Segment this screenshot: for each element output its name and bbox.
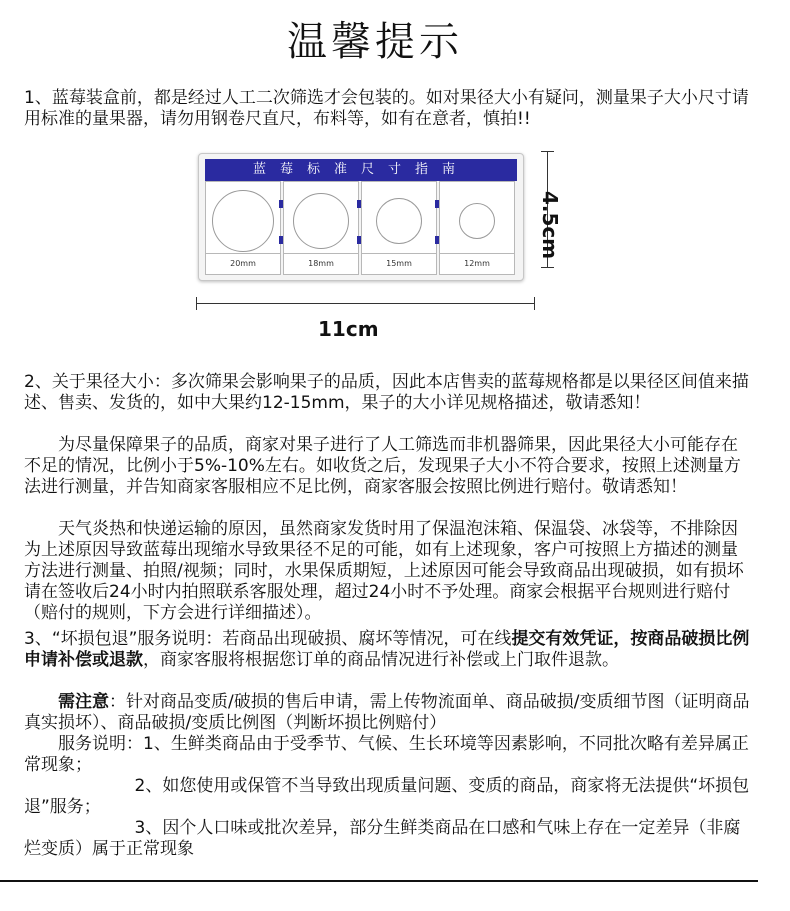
tick-mark	[435, 200, 439, 208]
note-text: ：针对商品变质/破损的售后申请，需上传物流面单、商品破损/变质细节图（证明商品真实损坏）、商品破损/变质比例图（判断坏损比例赔付）	[24, 692, 750, 733]
tick-mark	[279, 236, 283, 244]
tick-mark	[279, 200, 283, 208]
width-dimension-end	[534, 297, 535, 310]
size-cell-12mm	[439, 181, 515, 275]
size-label: 12mm	[440, 253, 514, 274]
section2-screening-note: 为尽量保障果子的品质，商家对果子进行了人工筛选而非机器筛果，因此果径大小可能存在不足的情况，比例小于5%-10%左右。如收货之后，发现果子大小不符合要求，按照上述测量方法进行测量，并告知商家客服相应不足比例，商家客服会按照比例进行赔付。敬请悉知！	[24, 435, 741, 497]
section3-bold-claim: 提交有效凭证，按商品破损比例申请补偿或退款	[24, 629, 750, 670]
size-gauge-header: 蓝莓标准尺寸指南	[205, 159, 517, 181]
service-item-1: 服务说明：1、生鲜类商品由于受季节、气候、生长环境等因素影响，不同批次略有差异属正常现象；	[24, 734, 749, 775]
bottom-divider	[0, 880, 758, 882]
service-item-2: 2、如您使用或保管不当导致出现质量问题、变质的商品，商家将无法提供“坏损包退”服务；	[24, 776, 750, 817]
height-dimension-end	[541, 267, 554, 268]
section2-intro: 2、关于果径大小：多次筛果会影响果子的品质，因此本店售卖的蓝莓规格都是以果径区间值来描述、售卖、发货的，如中大果约12-15mm，果子的大小详见规格描述，敬请悉知！	[24, 372, 749, 413]
tick-mark	[435, 236, 439, 244]
size-circle	[459, 203, 495, 239]
height-dimension-end	[541, 151, 554, 152]
size-label: 18mm	[284, 253, 358, 274]
page-title: 温馨提示	[287, 19, 463, 65]
width-dimension-end	[196, 297, 197, 310]
size-cell-18mm	[283, 181, 359, 275]
width-dimension-line	[196, 303, 534, 304]
size-label: 15mm	[362, 253, 436, 274]
size-gauge-figure	[190, 145, 580, 345]
height-dimension-label: 4.5cm	[538, 191, 562, 260]
service-item-3: 3、因个人口味或批次差异，部分生鲜类商品在口感和气味上存在一定差异（非腐烂变质）属于正常现象	[24, 818, 741, 859]
tick-mark	[357, 236, 361, 244]
size-label: 20mm	[206, 253, 280, 274]
size-circle	[212, 190, 274, 252]
size-circle	[293, 193, 349, 249]
section3-service	[24, 629, 754, 671]
size-cell-20mm	[205, 181, 281, 275]
section1-text: 1、蓝莓装盒前，都是经过人工二次筛选才会包装的。如对果径大小有疑问，测量果子大小尺寸请用标准的量果器，请勿用钢卷尺直尺，布料等，如有在意者，慎拍!!	[24, 88, 749, 129]
tick-mark	[357, 200, 361, 208]
width-dimension-label: 11cm	[318, 317, 379, 341]
size-gauge-card	[198, 153, 524, 281]
section3-tail: ，商家客服将根据您订单的商品情况进行补偿或上门取件退款。	[143, 650, 619, 670]
section3-note	[24, 692, 754, 734]
size-circle	[376, 198, 422, 244]
note-label: 需注意	[58, 692, 109, 712]
section3-lead: 3、“坏损包退”服务说明：若商品出现破损、腐坏等情况，可在线	[24, 629, 512, 649]
size-cell-15mm	[361, 181, 437, 275]
section2-shipping-note: 天气炎热和快递运输的原因，虽然商家发货时用了保温泡沫箱、保温袋、冰袋等，不排除因为上述原因导致蓝莓出现缩水导致果径不足的可能，如有上述现象，客户可按照上方描述的测量方法进行测量、拍照/视频；同时，水果保质期短，上述原因可能会导致商品出现破损，如有损坏请在签收后24小时内拍照联系客服处理，超过24小时不予处理。商家会根据平台规则进行赔付（赔付的规则，下方会进行详细描述）。	[24, 519, 744, 623]
